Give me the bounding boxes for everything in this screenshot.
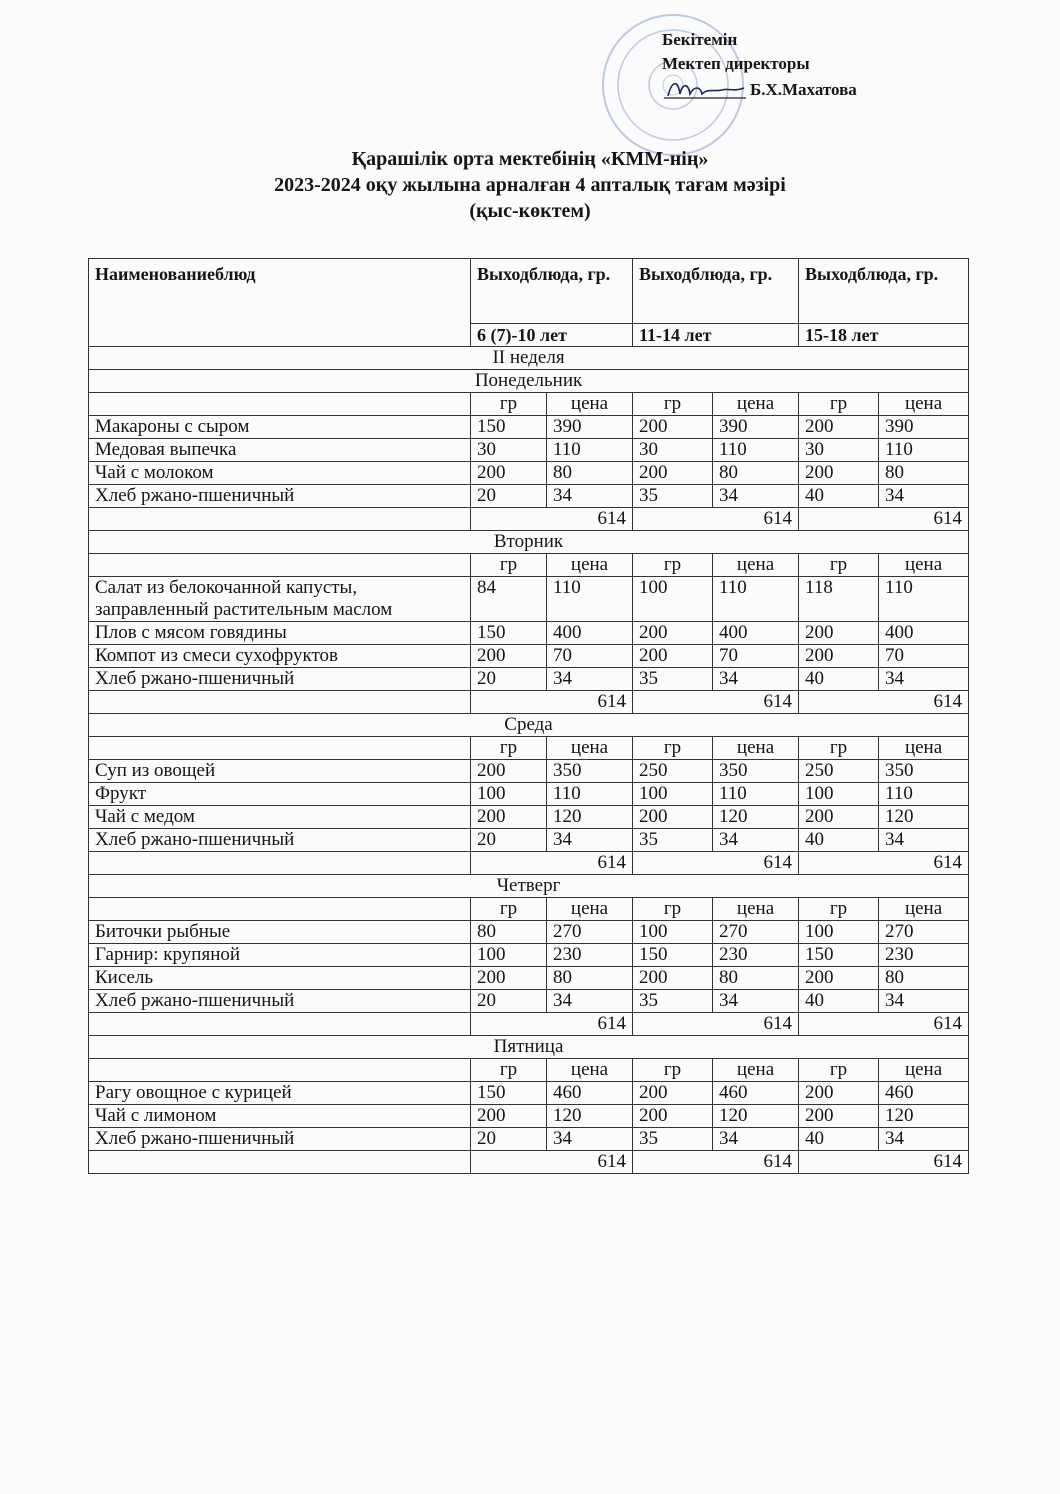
day-total: 614 [471,1151,633,1174]
dish-grams: 118 [799,577,879,622]
dish-price: 110 [879,783,969,806]
dish-price: 400 [879,622,969,645]
dish-price: 34 [713,485,799,508]
dish-grams: 40 [799,485,879,508]
approval-line1: Бекітемін [662,30,738,49]
dish-grams: 250 [799,760,879,783]
dish-price: 270 [713,921,799,944]
dish-grams: 100 [799,921,879,944]
dish-name: Рагу овощное с курицей [89,1082,471,1105]
dish-grams: 35 [633,485,713,508]
dish-price: 120 [713,1105,799,1128]
dish-row [89,668,969,691]
total-blank [89,691,471,714]
dish-row [89,1128,969,1151]
dish-price: 110 [547,783,633,806]
day-total: 614 [633,1151,799,1174]
subheader-gr: гр [799,1059,879,1082]
total-blank [89,1151,471,1174]
dish-price: 34 [547,1128,633,1151]
dish-price: 34 [713,1128,799,1151]
day-total: 614 [799,1151,969,1174]
week-label: II неделя [89,347,969,370]
dish-grams: 100 [633,577,713,622]
subheader-gr: гр [799,554,879,577]
dish-price: 270 [879,921,969,944]
dish-grams: 200 [799,1082,879,1105]
dish-row [89,829,969,852]
dish-price: 110 [713,783,799,806]
dish-grams: 30 [633,439,713,462]
subheader-price: цена [713,898,799,921]
subheader-price: цена [713,393,799,416]
dish-price: 230 [713,944,799,967]
approval-block [662,28,857,102]
subheader-blank [89,898,471,921]
dish-grams: 150 [471,416,547,439]
day-total: 614 [799,852,969,875]
subheader-gr: гр [471,1059,547,1082]
subheader-price: цена [879,554,969,577]
subheader-gr: гр [799,898,879,921]
dish-price: 34 [713,668,799,691]
dish-grams: 20 [471,485,547,508]
dish-grams: 200 [633,1082,713,1105]
dish-grams: 200 [633,645,713,668]
dish-price: 390 [547,416,633,439]
dish-price: 120 [547,806,633,829]
header-row [89,259,969,324]
dish-name: Медовая выпечка [89,439,471,462]
day-total: 614 [799,691,969,714]
title-line3: (қыс-көктем) [469,200,591,222]
dish-grams: 35 [633,829,713,852]
dish-grams: 200 [471,1105,547,1128]
dish-row [89,462,969,485]
subheader-row [89,554,969,577]
day-total: 614 [633,1013,799,1036]
dish-grams: 20 [471,1128,547,1151]
week-row [89,347,969,370]
dish-grams: 200 [633,1105,713,1128]
total-row [89,852,969,875]
subheader-gr: гр [633,554,713,577]
dish-price: 80 [879,967,969,990]
dish-price: 350 [879,760,969,783]
day-total: 614 [633,691,799,714]
dish-price: 230 [879,944,969,967]
dish-price: 70 [713,645,799,668]
dish-price: 70 [879,645,969,668]
dish-price: 460 [713,1082,799,1105]
day-total: 614 [471,852,633,875]
dish-grams: 20 [471,668,547,691]
dish-row [89,485,969,508]
day-name: Вторник [89,531,969,554]
dish-grams: 30 [471,439,547,462]
dish-price: 34 [879,829,969,852]
dish-name: Хлеб ржано-пшеничный [89,829,471,852]
day-name: Понедельник [89,370,969,393]
dish-name: Биточки рыбные [89,921,471,944]
dish-price: 70 [547,645,633,668]
subheader-gr: гр [633,393,713,416]
dish-name: Хлеб ржано-пшеничный [89,1128,471,1151]
title-line1: Қарашілік орта мектебінің «КММ-нің» [351,148,709,170]
dish-price: 400 [713,622,799,645]
dish-price: 34 [879,668,969,691]
dish-grams: 200 [633,806,713,829]
subheader-price: цена [879,393,969,416]
subheader-price: цена [547,1059,633,1082]
dish-price: 34 [879,485,969,508]
dish-price: 34 [547,485,633,508]
subheader-blank [89,737,471,760]
subheader-price: цена [879,898,969,921]
dish-grams: 200 [471,760,547,783]
dish-row [89,760,969,783]
subheader-price: цена [547,393,633,416]
dish-grams: 200 [799,1105,879,1128]
dish-price: 390 [713,416,799,439]
total-row [89,691,969,714]
dish-name: Плов с мясом говядины [89,622,471,645]
dish-row [89,577,969,622]
dish-price: 80 [547,462,633,485]
total-row [89,1013,969,1036]
dish-price: 110 [879,577,969,622]
dish-name: Кисель [89,967,471,990]
subheader-row [89,737,969,760]
day-total: 614 [471,1013,633,1036]
dish-grams: 150 [633,944,713,967]
day-total: 614 [471,508,633,531]
dish-price: 350 [713,760,799,783]
day-row [89,531,969,554]
day-row [89,875,969,898]
dish-grams: 100 [633,783,713,806]
dish-grams: 200 [471,967,547,990]
subheader-gr: гр [633,898,713,921]
dish-row [89,990,969,1013]
dish-price: 80 [713,462,799,485]
subheader-row [89,898,969,921]
dish-name: Хлеб ржано-пшеничный [89,668,471,691]
dish-price: 80 [713,967,799,990]
subheader-gr: гр [633,1059,713,1082]
title-line2: 2023-2024 оқу жылына арналған 4 апталық тағам мәзірі [274,174,786,196]
dish-price: 110 [879,439,969,462]
dish-row [89,967,969,990]
subheader-row [89,1059,969,1082]
dish-grams: 35 [633,668,713,691]
dish-grams: 200 [799,645,879,668]
dish-row [89,921,969,944]
dish-name: Чай с медом [89,806,471,829]
dish-price: 350 [547,760,633,783]
signature-image [662,76,748,102]
dish-grams: 150 [471,622,547,645]
dish-col-header: Наименованиеблюд [89,259,471,347]
dish-price: 34 [879,990,969,1013]
dish-row [89,1082,969,1105]
subheader-gr: гр [799,737,879,760]
day-row [89,370,969,393]
dish-price: 390 [879,416,969,439]
dish-grams: 40 [799,829,879,852]
subheader-gr: гр [471,737,547,760]
dish-grams: 200 [799,416,879,439]
dish-grams: 200 [633,622,713,645]
subheader-gr: гр [799,393,879,416]
dish-name: Суп из овощей [89,760,471,783]
dish-price: 460 [547,1082,633,1105]
subheader-gr: гр [471,898,547,921]
dish-grams: 40 [799,1128,879,1151]
document-title [0,146,1060,224]
total-row [89,1151,969,1174]
dish-grams: 20 [471,829,547,852]
dish-price: 34 [879,1128,969,1151]
dish-grams: 200 [799,806,879,829]
dish-price: 230 [547,944,633,967]
dish-name: Гарнир: крупяной [89,944,471,967]
dish-grams: 40 [799,668,879,691]
dish-grams: 100 [633,921,713,944]
dish-price: 34 [547,668,633,691]
dish-grams: 200 [799,622,879,645]
dish-name: Чай с лимоном [89,1105,471,1128]
subheader-price: цена [547,554,633,577]
dish-grams: 100 [471,944,547,967]
dish-price: 80 [879,462,969,485]
menu-table-body [89,259,969,1174]
dish-price: 80 [547,967,633,990]
subheader-price: цена [879,737,969,760]
age2-header: 11-14 лет [633,324,799,347]
approval-line2: Мектеп директоры [662,54,810,73]
subheader-price: цена [713,737,799,760]
day-row [89,714,969,737]
dish-grams: 35 [633,990,713,1013]
dish-grams: 200 [799,462,879,485]
dish-grams: 150 [471,1082,547,1105]
dish-row [89,944,969,967]
day-total: 614 [633,508,799,531]
dish-price: 110 [547,439,633,462]
subheader-price: цена [547,898,633,921]
day-name: Пятница [89,1036,969,1059]
dish-name: Макароны с сыром [89,416,471,439]
dish-grams: 250 [633,760,713,783]
dish-grams: 200 [799,967,879,990]
total-blank [89,1013,471,1036]
subheader-row [89,393,969,416]
day-total: 614 [799,508,969,531]
dish-name: Компот из смеси сухофруктов [89,645,471,668]
dish-grams: 30 [799,439,879,462]
dish-grams: 200 [633,416,713,439]
dish-price: 34 [547,829,633,852]
day-total: 614 [799,1013,969,1036]
subheader-price: цена [713,1059,799,1082]
subheader-gr: гр [633,737,713,760]
day-total: 614 [633,852,799,875]
dish-row [89,1105,969,1128]
dish-price: 120 [879,806,969,829]
col3-header: Выходблюда, гр. [799,259,969,324]
dish-name: Салат из белокочанной капусты, заправленный растительным маслом [89,577,471,622]
total-row [89,508,969,531]
dish-grams: 200 [471,645,547,668]
dish-row [89,806,969,829]
dish-price: 460 [879,1082,969,1105]
dish-grams: 100 [471,783,547,806]
col1-header: Выходблюда, гр. [471,259,633,324]
dish-name: Хлеб ржано-пшеничный [89,990,471,1013]
subheader-price: цена [713,554,799,577]
dish-grams: 40 [799,990,879,1013]
dish-price: 110 [713,439,799,462]
dish-row [89,645,969,668]
dish-grams: 150 [799,944,879,967]
dish-name: Фрукт [89,783,471,806]
age3-header: 15-18 лет [799,324,969,347]
dish-grams: 80 [471,921,547,944]
age1-header: 6 (7)-10 лет [471,324,633,347]
subheader-blank [89,393,471,416]
subheader-gr: гр [471,554,547,577]
dish-name: Хлеб ржано-пшеничный [89,485,471,508]
dish-price: 120 [713,806,799,829]
dish-price: 110 [713,577,799,622]
subheader-price: цена [547,737,633,760]
day-total: 614 [471,691,633,714]
dish-row [89,783,969,806]
dish-name: Чай с молоком [89,462,471,485]
subheader-blank [89,554,471,577]
approval-line3: Б.Х.Махатова [750,80,857,99]
dish-price: 120 [547,1105,633,1128]
dish-price: 34 [713,990,799,1013]
dish-grams: 20 [471,990,547,1013]
total-blank [89,852,471,875]
dish-row [89,622,969,645]
subheader-price: цена [879,1059,969,1082]
subheader-blank [89,1059,471,1082]
subheader-gr: гр [471,393,547,416]
dish-price: 270 [547,921,633,944]
dish-price: 400 [547,622,633,645]
dish-price: 120 [879,1105,969,1128]
day-row [89,1036,969,1059]
dish-row [89,416,969,439]
dish-grams: 84 [471,577,547,622]
dish-grams: 200 [633,462,713,485]
dish-row [89,439,969,462]
total-blank [89,508,471,531]
day-name: Среда [89,714,969,737]
dish-price: 110 [547,577,633,622]
dish-price: 34 [547,990,633,1013]
dish-grams: 35 [633,1128,713,1151]
menu-table [88,258,969,1174]
dish-grams: 200 [633,967,713,990]
dish-price: 34 [713,829,799,852]
day-name: Четверг [89,875,969,898]
signature-line [662,76,857,102]
dish-grams: 200 [471,806,547,829]
col2-header: Выходблюда, гр. [633,259,799,324]
dish-grams: 100 [799,783,879,806]
dish-grams: 200 [471,462,547,485]
